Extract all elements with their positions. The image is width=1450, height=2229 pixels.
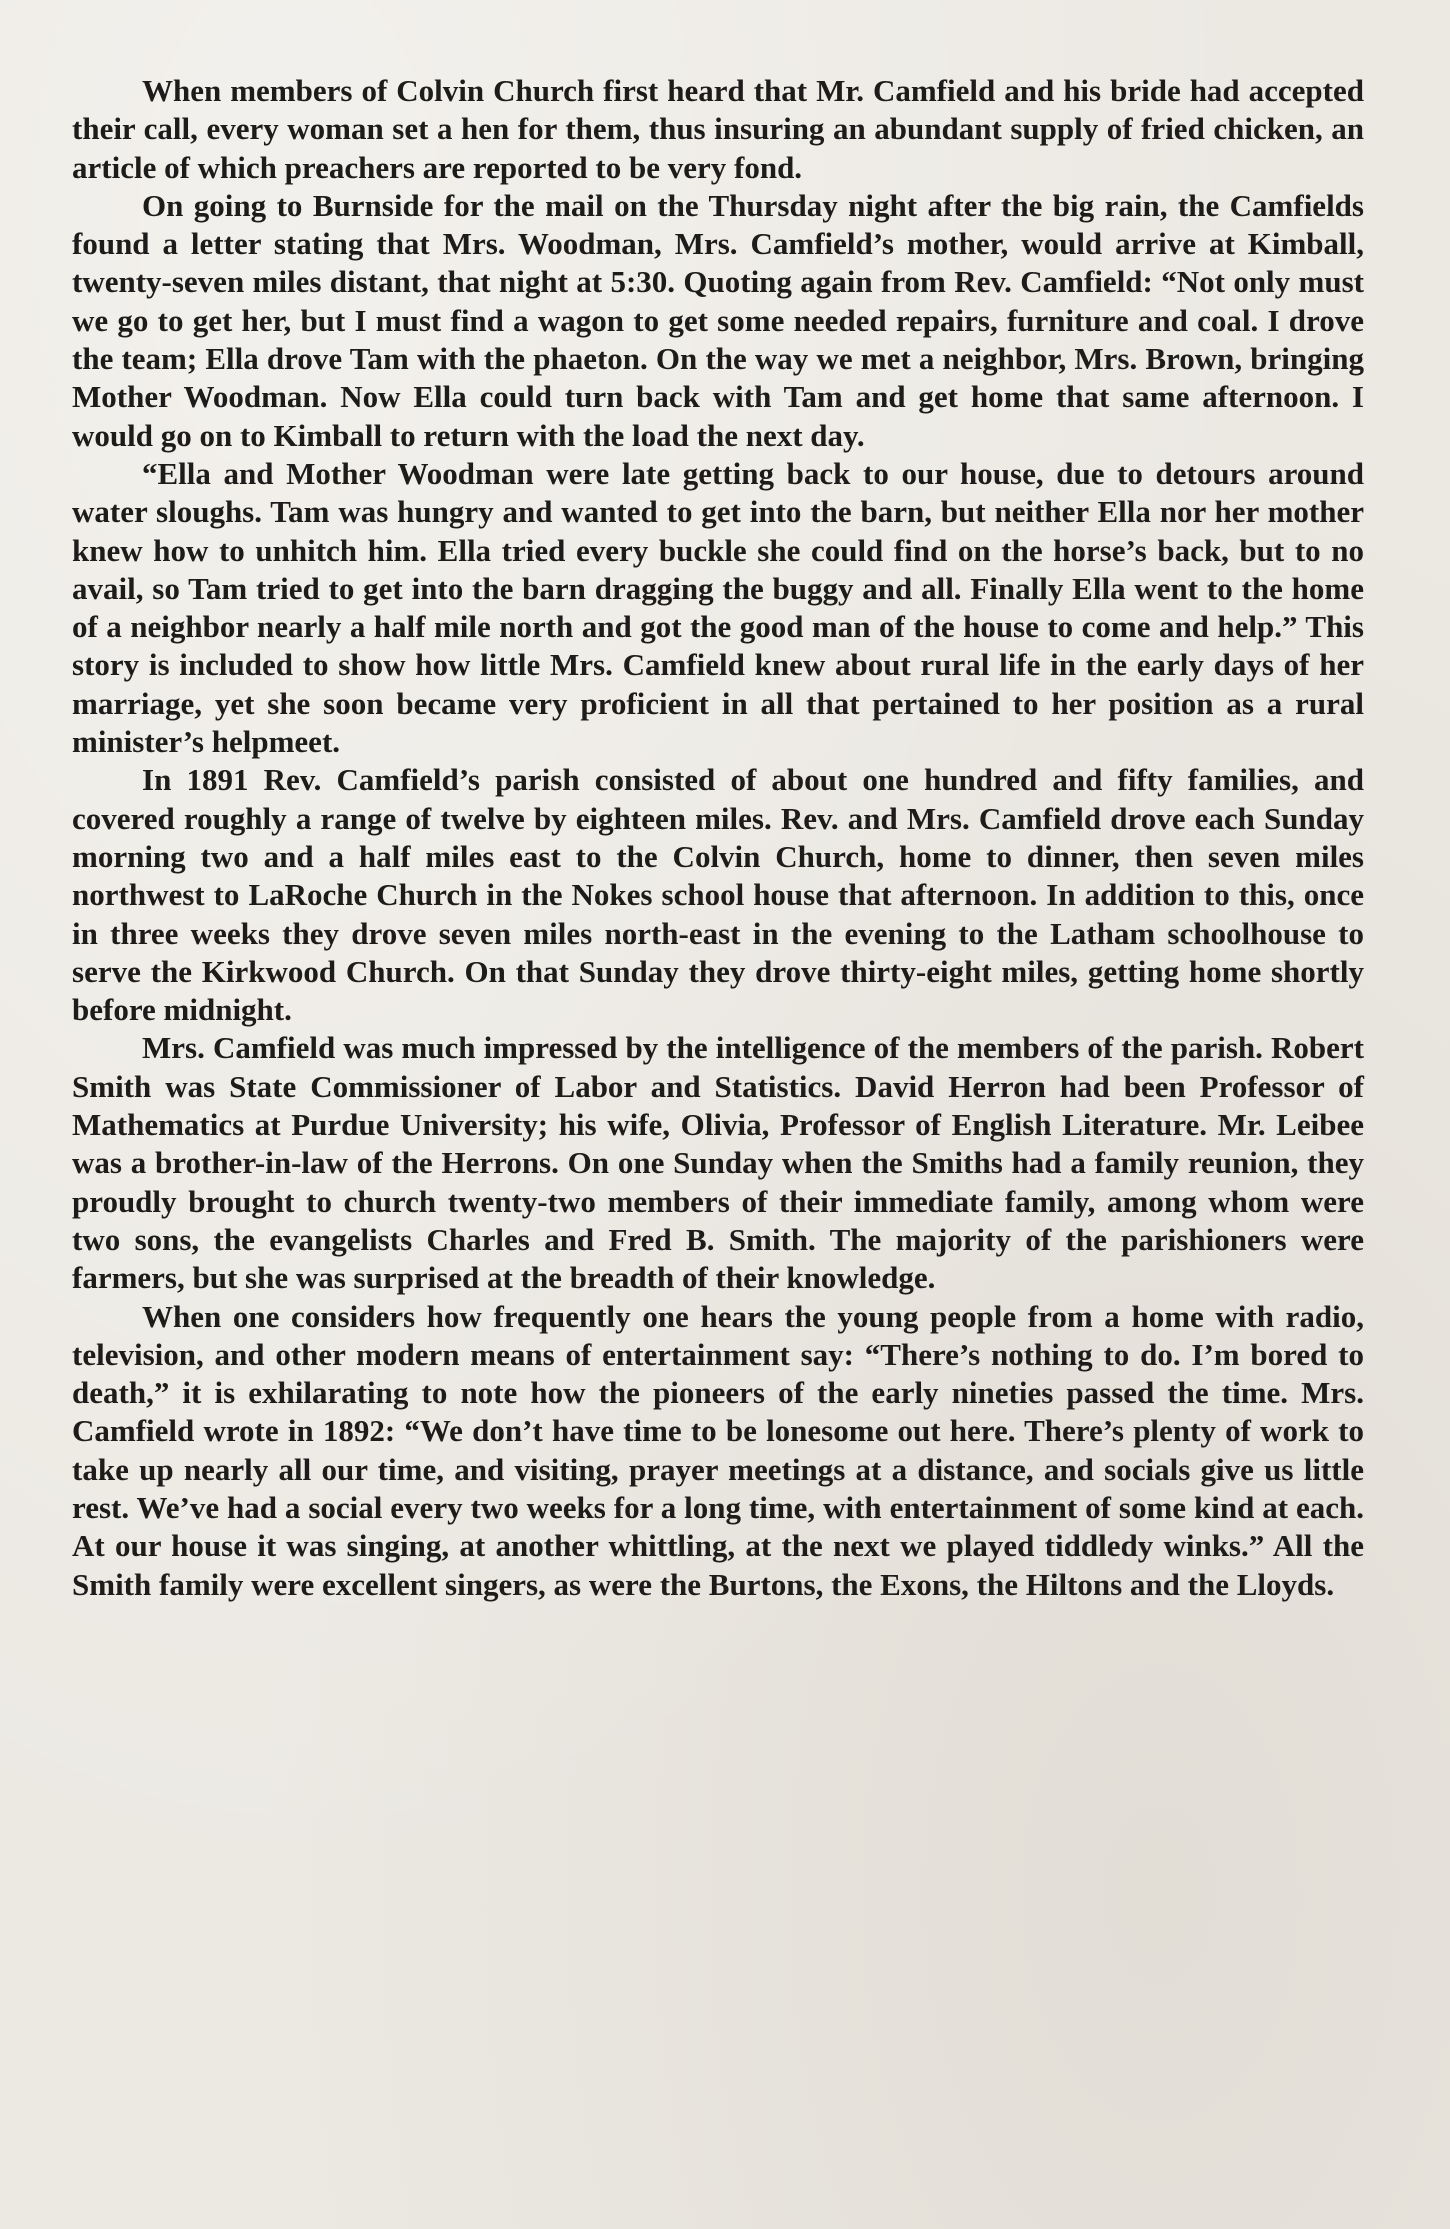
paragraph-intelligence-of-members: Mrs. Camfield was much impressed by the intelligence of the members of the parish. Robert Smith was State Commissioner of Labor and Statistics. David Herron had been Professor of Mathematics at Purdue University; his wife, Olivia, Professor of English Literature. Mr. Leibee was a brother-in-law of the Herrons. On one Sunday when the Smiths had a family reunion, they proudly brought to church twenty-two members of their immediate family, among whom were two sons, the evangelists Charles and Fred B. Smith. The majority of the parishioners were farmers, but she was surprised at the breadth of their knowledge. (72, 1030, 1364, 1296)
paragraph-ella-and-mother: “Ella and Mother Woodman were late getting back to our house, due to detours around water sloughs. Tam was hungry and wanted to get into the barn, but neither Ella nor her mother knew how to unhitch him. Ella tried every buckle she could find on the horse’s back, but to no avail, so Tam tried to get into the barn dragging the buggy and all. Finally Ella went to the home of a neighbor nearly a half mile north and got the good man of the house to come and help.” This story is included to show how little Mrs. Camfield knew about rural life in the early days of her marriage, yet she soon became very proficient in all that pertained to her position as a rural minister’s helpmeet. (72, 455, 1364, 760)
paragraph-burnside-mail: On going to Burnside for the mail on the Thursday night after the big rain, the Camfields found a letter stating that Mrs. Woodman, Mrs. Camfield’s mother, would arrive at Kimball, twenty-seven miles distant, that night at 5:30. Quoting again from Rev. Camfield: “Not only must we go to get her, but I must find a wagon to get some needed repairs, furniture and coal. I drove the team; Ella drove Tam with the phaeton. On the way we met a neighbor, Mrs. Brown, bringing Mother Woodman. Now Ella could turn back with Tam and get home that same afternoon. I would go on to Kimball to return with the load the next day. (72, 187, 1364, 453)
paragraph-parish-1891: In 1891 Rev. Camfield’s parish consisted of about one hundred and fifty families, and covered roughly a range of twelve by eighteen miles. Rev. and Mrs. Camfield drove each Sunday morning two and a half miles east to the Colvin Church, home to dinner, then seven miles northwest to LaRoche Church in the Nokes school house that afternoon. In addition to this, once in three weeks they drove seven miles north-east in the evening to the Latham schoolhouse to serve the Kirkwood Church. On that Sunday they drove thirty-eight miles, getting home shortly before midnight. (72, 762, 1364, 1028)
paragraph-pioneers-pastimes: When one considers how frequently one hears the young people from a home with radio, television, and other modern means of entertainment say: “There’s nothing to do. I’m bored to death,” it is exhilarating to note how the pioneers of the early nineties passed the time. Mrs. Camfield wrote in 1892: “We don’t have time to be lonesome out here. There’s plenty of work to take up nearly all our time, and visiting, prayer meetings at a distance, and socials give us little rest. We’ve had a social every two weeks for a long time, with entertainment of some kind at each. At our house it was singing, at another whittling, at the next we played tiddledy winks.” All the Smith family were excellent singers, as were the Burtons, the Exons, the Hiltons and the Lloyds. (72, 1298, 1364, 1602)
paragraph-colvin-church: When members of Colvin Church first heard that Mr. Camfield and his bride had accepted their call, every woman set a hen for them, thus insuring an abundant supply of fried chicken, an article of which preachers are reported to be very fond. (72, 73, 1364, 185)
